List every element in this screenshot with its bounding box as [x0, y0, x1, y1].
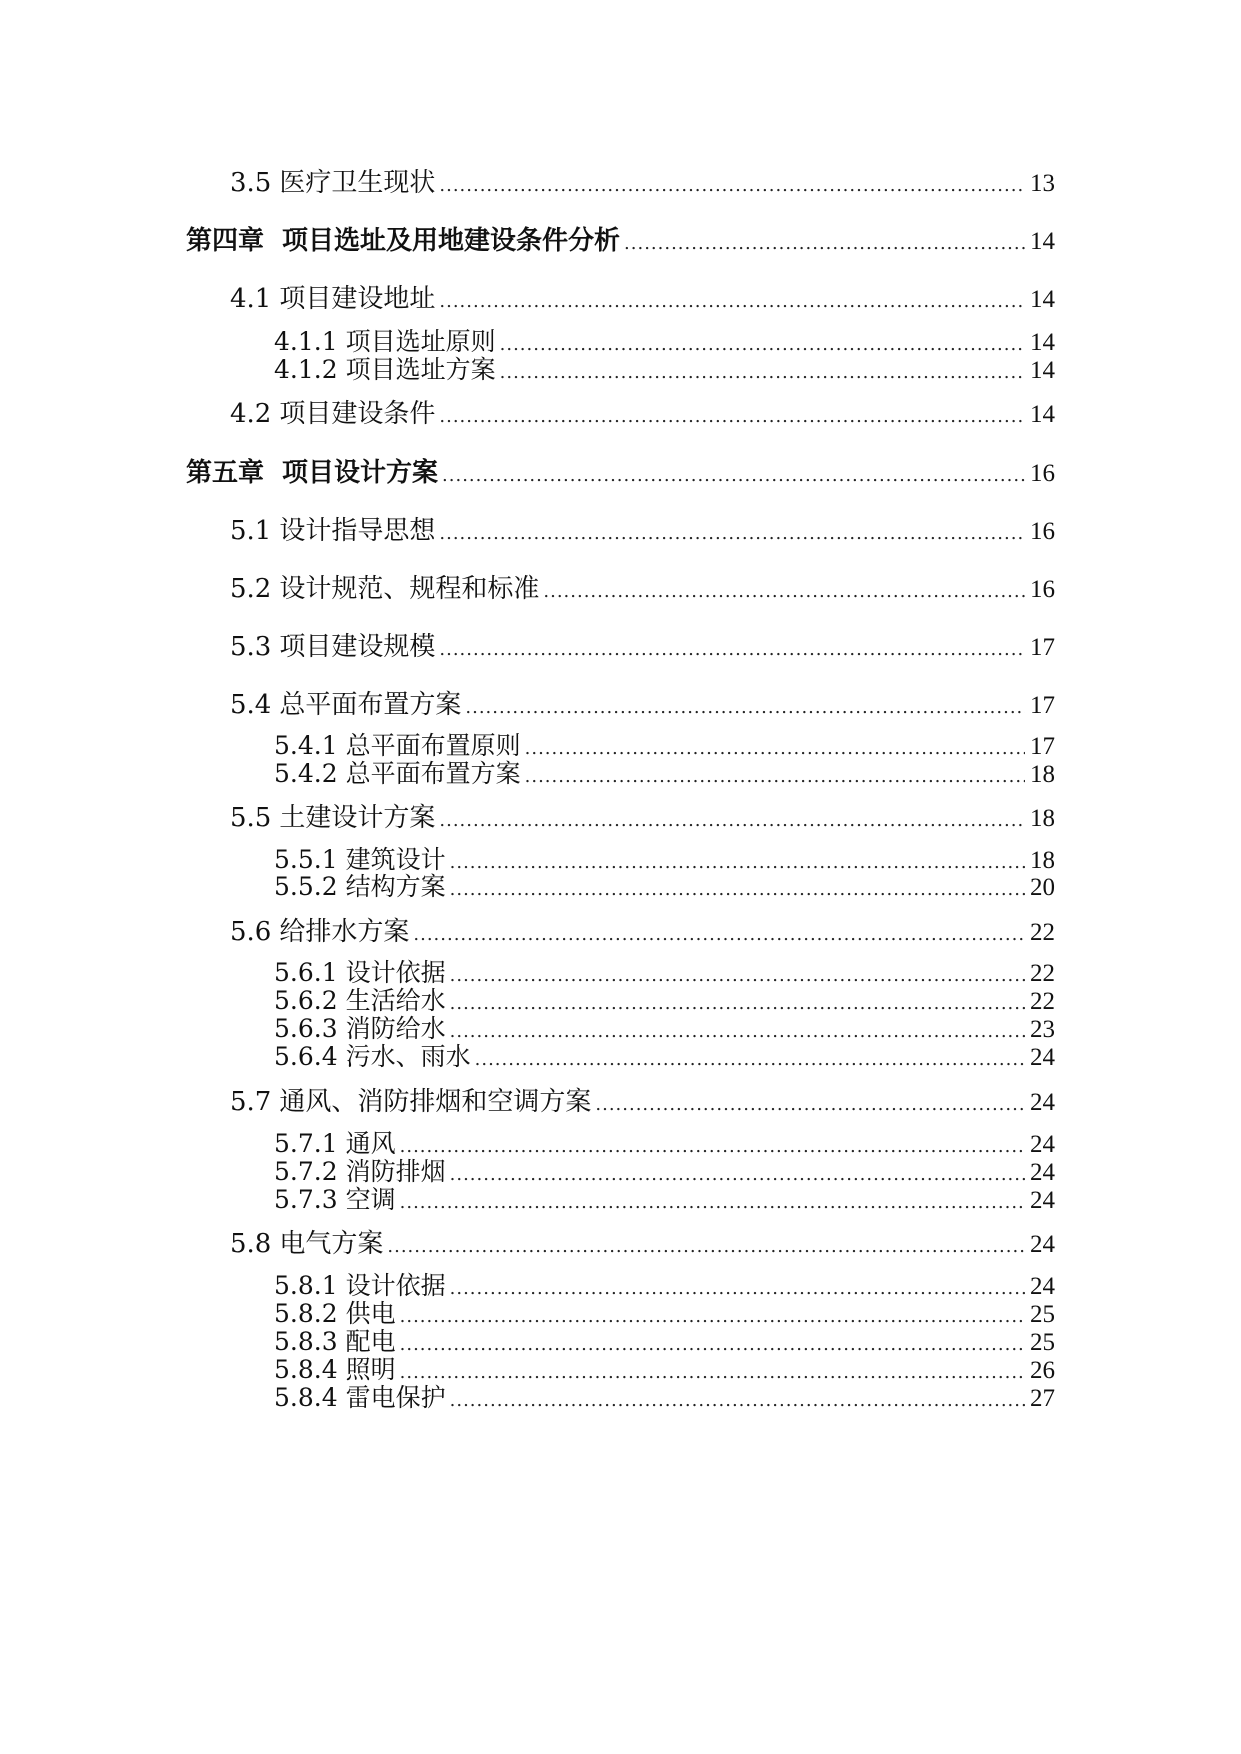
toc-entry-title: 电气方案 [279, 1229, 384, 1259]
dot-leader [595, 1094, 1025, 1115]
toc-entry-number: 5.4 [230, 690, 272, 720]
toc-entry-page: 24 [1030, 1187, 1055, 1214]
toc-entry[interactable] [230, 162, 1055, 199]
toc-entry[interactable] [230, 568, 1055, 605]
toc-entry-number: 4.1.2 [274, 355, 338, 384]
toc-entry-number: 5.6.3 [274, 1014, 338, 1043]
dot-leader [475, 1049, 1025, 1070]
toc-entry-number: 5.8 [230, 1229, 272, 1259]
toc-entry-page: 16 [1030, 460, 1055, 487]
toc-entry-title: 配电 [345, 1327, 396, 1356]
dot-leader [439, 291, 1025, 312]
toc-entry[interactable] [230, 510, 1055, 547]
toc-entry-title: 项目建设条件 [279, 399, 436, 429]
dot-leader [439, 810, 1025, 831]
toc-entry-page: 18 [1030, 847, 1055, 874]
dot-leader [387, 1236, 1025, 1257]
toc-entry-number: 3.5 [230, 168, 272, 198]
dot-leader [450, 879, 1025, 900]
toc-entry-number: 5.5.2 [274, 872, 338, 901]
toc-entry-page: 20 [1030, 874, 1055, 901]
toc-entry-title: 项目选址方案 [345, 355, 496, 384]
dot-leader [450, 1390, 1025, 1411]
toc-entry-page: 16 [1030, 518, 1055, 545]
toc-entry-number: 5.8.4 [274, 1383, 338, 1412]
toc-entry-number: 5.7.3 [274, 1185, 338, 1214]
toc-entry[interactable] [230, 1223, 1055, 1260]
toc-entry-number: 5.8.2 [274, 1299, 338, 1328]
toc-entry-title: 项目建设地址 [279, 284, 436, 314]
toc-entry[interactable] [230, 1081, 1055, 1118]
toc-entry-title: 医疗卫生现状 [279, 168, 436, 198]
toc-entry-page: 24 [1030, 1044, 1055, 1071]
toc-entry-number: 5.6.4 [274, 1042, 338, 1071]
toc-entry-title: 空调 [345, 1185, 396, 1214]
dot-leader [465, 697, 1025, 718]
toc-entry-page: 24 [1030, 1089, 1055, 1116]
toc-entry-page: 14 [1030, 357, 1055, 384]
toc-entry-number: 5.4.2 [274, 759, 338, 788]
toc-entry-page: 14 [1030, 286, 1055, 313]
toc-entry-page: 17 [1030, 634, 1055, 661]
dot-leader [400, 1192, 1025, 1213]
toc-entry-page: 24 [1030, 1273, 1055, 1300]
dot-leader [442, 465, 1025, 486]
toc-entry-title: 项目建设规模 [279, 632, 436, 662]
toc-entry-title: 结构方案 [345, 872, 446, 901]
dot-leader [439, 639, 1025, 660]
toc-entry-number: 5.4.1 [274, 731, 338, 760]
toc-entry-title: 设计依据 [345, 1271, 446, 1300]
toc-entry[interactable] [274, 867, 1055, 903]
toc-entry[interactable] [274, 1378, 1055, 1414]
toc-entry-number: 5.2 [230, 574, 272, 604]
toc-entry-title: 污水、雨水 [345, 1042, 471, 1071]
toc-entry-page: 23 [1030, 1016, 1055, 1043]
toc-entry[interactable] [230, 393, 1055, 430]
toc-entry-number: 第四章 [186, 226, 265, 256]
toc-entry-title: 雷电保护 [345, 1383, 446, 1412]
toc-entry-title: 通风、消防排烟和空调方案 [279, 1087, 592, 1117]
toc-entry-title: 供电 [345, 1299, 396, 1328]
dot-leader [624, 233, 1025, 254]
toc-entry-page: 24 [1030, 1231, 1055, 1258]
toc-entry-number: 5.5 [230, 803, 272, 833]
toc-entry-page: 14 [1030, 228, 1055, 255]
toc-entry-title: 设计依据 [345, 958, 446, 987]
toc-entry-number: 5.8.4 [274, 1355, 338, 1384]
toc-entry-title: 总平面布置方案 [279, 690, 462, 720]
toc-entry-number: 5.7 [230, 1087, 272, 1117]
toc-entry-page: 13 [1030, 170, 1055, 197]
toc-entry-page: 16 [1030, 576, 1055, 603]
toc-entry-page: 24 [1030, 1131, 1055, 1158]
dot-leader [439, 175, 1025, 196]
toc-entry-number: 4.1 [230, 284, 272, 314]
dot-leader [439, 406, 1025, 427]
toc-entry-page: 26 [1030, 1357, 1055, 1384]
dot-leader [525, 766, 1025, 787]
toc-entry-number: 5.1 [230, 516, 272, 546]
toc-entry[interactable] [274, 754, 1055, 790]
toc-entry-number: 4.1.1 [274, 327, 338, 356]
toc-entry-number: 5.7.2 [274, 1157, 338, 1186]
toc-entry-page: 18 [1030, 761, 1055, 788]
toc-entry-number: 4.2 [230, 399, 272, 429]
toc-entry[interactable] [274, 350, 1055, 386]
toc-entry-page: 14 [1030, 401, 1055, 428]
toc-entry-number: 第五章 [186, 458, 265, 488]
toc-entry-page: 25 [1030, 1301, 1055, 1328]
toc-entry[interactable] [274, 1180, 1055, 1216]
toc-entry-number: 5.8.1 [274, 1271, 338, 1300]
toc-entry-title: 项目选址原则 [345, 327, 496, 356]
toc-entry-page: 27 [1030, 1385, 1055, 1412]
toc-entry-number: 5.8.3 [274, 1327, 338, 1356]
toc-entry[interactable] [186, 452, 1055, 489]
toc-entry-number: 5.6 [230, 917, 272, 947]
dot-leader [439, 523, 1025, 544]
toc-entry-number: 5.5.1 [274, 845, 338, 874]
toc-entry-number: 5.3 [230, 632, 272, 662]
toc-entry-number: 5.6.1 [274, 958, 338, 987]
toc-entry-page: 17 [1030, 733, 1055, 760]
toc-entry-page: 25 [1030, 1329, 1055, 1356]
toc-entry-number: 5.7.1 [274, 1129, 338, 1158]
toc-entry[interactable] [186, 220, 1055, 257]
toc-entry-title: 总平面布置原则 [345, 731, 521, 760]
toc-entry-title: 总平面布置方案 [345, 759, 521, 788]
toc-entry[interactable] [230, 911, 1055, 948]
toc-entry[interactable] [230, 797, 1055, 834]
toc-entry-title: 土建设计方案 [279, 803, 436, 833]
toc-entry-title: 消防排烟 [345, 1157, 446, 1186]
dot-leader [543, 581, 1025, 602]
toc-entry-title: 设计规范、规程和标准 [279, 574, 540, 604]
dot-leader [500, 362, 1025, 383]
toc-entry-title: 消防给水 [345, 1014, 446, 1043]
dot-leader [413, 924, 1025, 945]
toc-entry-page: 22 [1030, 960, 1055, 987]
toc-entry-title: 项目选址及用地建设条件分析 [282, 226, 621, 256]
toc-entry[interactable] [230, 278, 1055, 315]
toc-entry-page: 22 [1030, 919, 1055, 946]
toc-entry-page: 18 [1030, 805, 1055, 832]
toc-entry-title: 项目设计方案 [282, 458, 439, 488]
toc-entry-number: 5.6.2 [274, 986, 338, 1015]
toc-entry[interactable] [274, 1037, 1055, 1073]
toc-entry-page: 17 [1030, 692, 1055, 719]
toc-entry-title: 生活给水 [345, 986, 446, 1015]
toc-entry-page: 22 [1030, 988, 1055, 1015]
toc-entry[interactable] [230, 684, 1055, 721]
toc-entry-page: 24 [1030, 1159, 1055, 1186]
toc-entry-title: 照明 [345, 1355, 396, 1384]
toc-entry[interactable] [230, 626, 1055, 663]
toc-entry-page: 14 [1030, 329, 1055, 356]
toc-entry-title: 设计指导思想 [279, 516, 436, 546]
toc-entry-title: 建筑设计 [345, 845, 446, 874]
toc-entry-title: 通风 [345, 1129, 396, 1158]
toc-entry-title: 给排水方案 [279, 917, 410, 947]
